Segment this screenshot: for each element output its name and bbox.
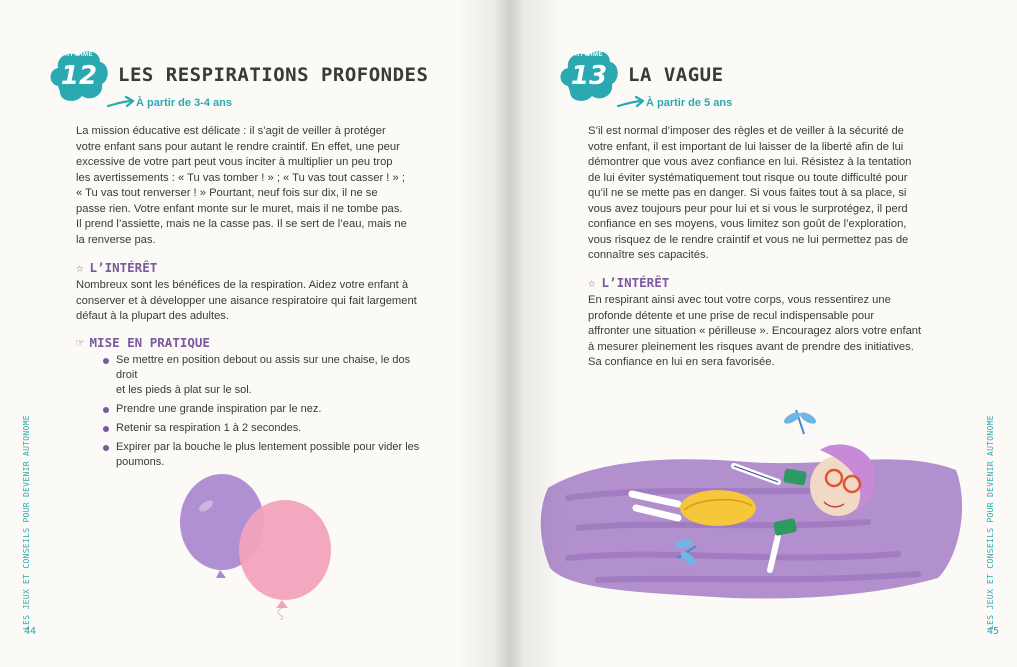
book-title-vertical: LES JEUX ET CONSEILS POUR DEVENIR AUTONOME: [986, 415, 995, 630]
text-line: vous avez toujours peur pour lui et si vous le surprotégez, il perd: [588, 202, 908, 215]
dragonfly-icon: [782, 410, 818, 434]
text-line: la renverse pas.: [76, 233, 156, 246]
interet-paragraph: [76, 278, 428, 325]
arrow-icon: [106, 95, 136, 109]
text-line: Sa confiance en lui en sera favorisée.: [588, 356, 775, 368]
interet-heading: [588, 275, 669, 290]
text-line: La mission éducative est délicate : il s’agit de veiller à protéger: [76, 125, 386, 137]
wave-child-illustration: [538, 398, 968, 608]
text-line: de lui éviter systématiquement tout risque ou toute difficulté pour: [588, 171, 908, 184]
badge-number: 13: [570, 61, 608, 91]
age-label: [136, 97, 232, 109]
text-line: votre enfant, il est important de lui laisser de la liberté afin de lui: [588, 140, 904, 153]
interet-heading: [76, 260, 157, 275]
star-icon: ☆: [76, 260, 84, 275]
text-line: vous risquez de le rendre craintif et vous ne lui permettez pas de: [588, 233, 909, 246]
text-line: affronter une situation « périlleuse ». Encouragez alors votre enfant: [588, 325, 922, 337]
text-line: En respirant ainsi avec tout votre corps, vous ressentirez une: [588, 294, 891, 306]
rhythm-badge-12: [48, 46, 110, 104]
text-line: les avertissements : « Tu vas tomber ! » ; « Tu vas tout casser ! » ;: [76, 171, 405, 184]
text-line: excessive de votre part peut vous inciter à multiplier un peu trop: [76, 156, 393, 168]
age-text: À partir de 3-4 ans: [136, 97, 232, 109]
balloons-illustration: [170, 470, 350, 620]
badge-kicker: RYTHME: [64, 52, 94, 58]
interet-heading-text: L’INTÉRÊT: [89, 260, 158, 275]
text-line: Prendre une grande inspiration par le nez.: [116, 403, 322, 415]
arrow-icon: [616, 95, 646, 109]
age-label: [646, 97, 732, 109]
text-line: confiance en ses moyens, vous limitez son goût de l’exploration,: [588, 218, 907, 230]
text-line: S’il est normal d’imposer des règles et de veiller à la sécurité de: [588, 125, 904, 137]
interet-paragraph: [588, 293, 940, 371]
pratique-heading-text: MISE EN PRATIQUE: [89, 335, 210, 350]
text-line: qu’il ne se mette pas en danger. Si vous faites tout à sa place, si: [588, 187, 907, 199]
text-line: « Tu vas tout renverser ! » Pourtant, neuf fois sur dix, il ne se: [76, 187, 378, 199]
list-item: [103, 440, 428, 470]
text-line: Se mettre en position debout ou assis sur une chaise, le dos droit: [116, 354, 411, 381]
steps-list: [103, 353, 428, 474]
text-line: connaître ses capacités.: [588, 249, 709, 261]
text-line: et les pieds à plat sur le sol.: [116, 384, 252, 396]
intro-paragraph: [588, 124, 940, 264]
pratique-heading: [76, 335, 210, 350]
rhythm-badge-13: [558, 46, 620, 104]
left-page: [0, 0, 508, 667]
interet-heading-text: L’INTÉRÊT: [601, 275, 670, 290]
text-line: votre enfant sans pour autant le rendre craintif. En effet, une peur: [76, 140, 400, 153]
text-line: Il prend l’assiette, mais ne la casse pas. Il se sert de l’eau, mais ne: [76, 218, 407, 230]
page-number: 44: [24, 626, 37, 637]
list-item: [103, 402, 428, 417]
text-line: profonde détente et une prise de recul indispensable pour: [588, 309, 875, 322]
text-line: démontrer que vous avez confiance en lui. Résistez à la tentation: [588, 156, 912, 168]
right-page: [508, 0, 1017, 667]
text-line: à mesurer pleinement les risques avant de prendre des initiatives.: [588, 340, 914, 353]
page-number: 45: [987, 626, 1000, 637]
book-title-vertical: LES JEUX ET CONSEILS POUR DEVENIR AUTONOME: [22, 415, 31, 630]
text-line: poumons.: [116, 456, 165, 468]
age-text: À partir de 5 ans: [646, 97, 733, 109]
text-line: Expirer par la bouche le plus lentement possible pour vider les: [116, 441, 420, 453]
star-icon: ☆: [588, 275, 596, 290]
list-item: [103, 353, 428, 398]
activity-title: LES RESPIRATIONS PROFONDES: [118, 64, 429, 86]
list-item: [103, 421, 428, 436]
text-line: défaut à la plupart des adultes.: [76, 310, 230, 322]
pointing-hand-icon: ☞: [76, 335, 84, 350]
badge-kicker: RYTHME: [574, 52, 604, 58]
intro-paragraph: [76, 124, 428, 248]
text-line: Nombreux sont les bénéfices de la respiration. Aidez votre enfant à: [76, 279, 409, 291]
badge-number: 12: [60, 61, 98, 91]
text-line: passe rien. Votre enfant monte sur le muret, mais il ne tombe pas.: [76, 202, 403, 215]
activity-title: LA VAGUE: [628, 64, 724, 86]
text-line: conserver et à développer une aisance respiratoire qui fait largement: [76, 294, 417, 307]
text-line: Retenir sa respiration 1 à 2 secondes.: [116, 422, 302, 434]
